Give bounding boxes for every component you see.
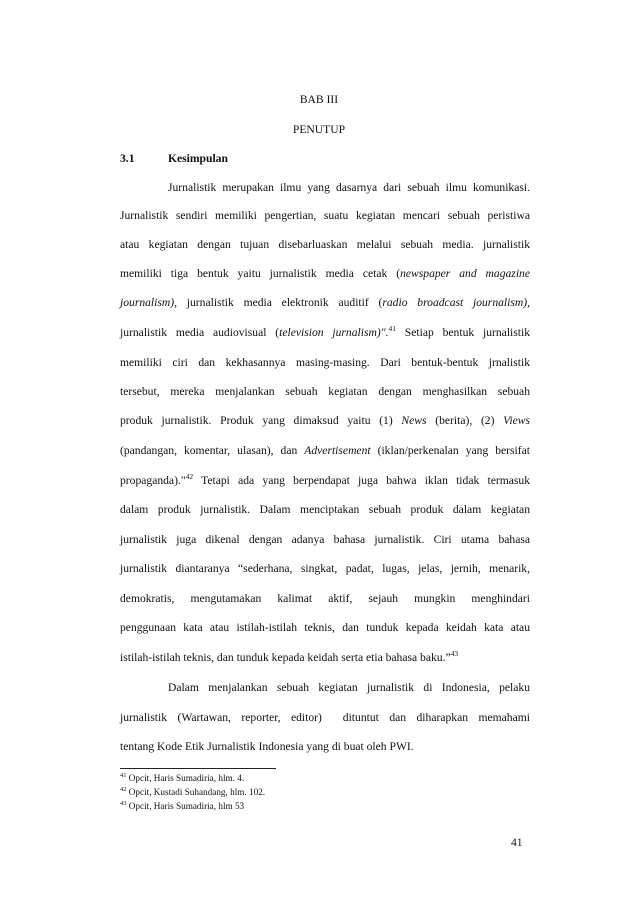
footnote: $^{43}$ Opcit, Haris Sumadiria, hlm 53 — [120, 799, 245, 811]
text-line: produk jurnalistik. Produk yang dimaksud yaitu (1) News (berita), (2) Views — [120, 414, 530, 427]
text-line: jurnalistik diantaranya “sederhana, singkat, padat, lugas, jelas, jernih, menarik, — [120, 562, 530, 575]
text-line: jurnalistik media audiovisual (television jurnalism)".$^{41}$ Setiap bentuk jurnalistik — [120, 324, 531, 339]
footnote-ref: 43 — [450, 649, 459, 659]
text-line: Jurnalistik merupakan ilmu yang dasarnya dari sebuah ilmu komunikasi. — [168, 181, 530, 194]
footnote-ref: 42 — [185, 472, 194, 482]
text-line: penggunaan kata atau istilah-istilah teknis, dan tunduk kepada keidah kata atau — [120, 621, 530, 634]
footnote: $^{41}$ Opcit, Haris Sumadiria, hlm. 4. — [120, 771, 245, 783]
text-line: jurnalistik juga dikenal dengan adanya bahasa jurnalistik. Ciri utama bahasa — [120, 533, 530, 546]
text-line: tentang Kode Etik Jurnalistik Indonesia yang di buat oleh PWI. — [120, 740, 414, 753]
text-line: dalam produk jurnalistik. Dalam menciptakan sebuah produk dalam kegiatan — [120, 503, 530, 516]
text-line: Dalam menjalankan sebuah kegiatan jurnalistik di Indonesia, pelaku — [168, 681, 530, 694]
text-line: memiliki tiga bentuk yaitu jurnalistik media cetak (newspaper and magazine — [120, 267, 530, 280]
footnote-ref: 41 — [388, 324, 396, 334]
section-number: 3.1 — [120, 152, 135, 165]
text-line: tersebut, mereka menjalankan sebuah kegiatan dengan menghasilkan sebuah — [120, 385, 530, 398]
footnote: $^{42}$ Opcit, Kustadi Suhandang, hlm. 102. — [120, 785, 266, 797]
text-line: jurnalistik (Wartawan, reporter, editor) dituntut dan diharapkan memahami — [120, 711, 530, 724]
chapter-heading: BAB III — [299, 93, 339, 106]
section-title: Kesimpulan — [168, 152, 228, 165]
text-line: propaganda)."$^{42}$ Tetapi ada yang berpendapat juga bahwa iklan tidak termasuk — [120, 472, 530, 487]
text-line: Jurnalistik sendiri memiliki pengertian, suatu kegiatan mencari sebuah peristiwa — [120, 209, 530, 222]
text-line: istilah-istilah teknis, dan tunduk kepada keidah serta etia bahasa baku.”$^{43}$ — [120, 649, 459, 664]
chapter-title: PENUTUP — [292, 123, 346, 136]
text-line: journalism), jurnalistik media elektronik auditif (radio broadcast journalism), — [120, 296, 531, 309]
text-line: demokratis, mengutamakan kalimat aktif, sejauh mungkin menghindari — [120, 592, 530, 605]
text-line: memiliki ciri dan kekhasannya masing-masing. Dari bentuk-bentuk jrnalistik — [120, 356, 530, 369]
text-line: (pandangan, komentar, ulasan), dan Advertisement (iklan/perkenalan yang bersifat — [120, 444, 530, 457]
page-number: 41 — [511, 836, 523, 849]
footnote-separator — [120, 768, 276, 769]
text-line: atau kegiatan dengan tujuan disebarluaskan melalui sebuah media. jurnalistik — [120, 238, 530, 251]
